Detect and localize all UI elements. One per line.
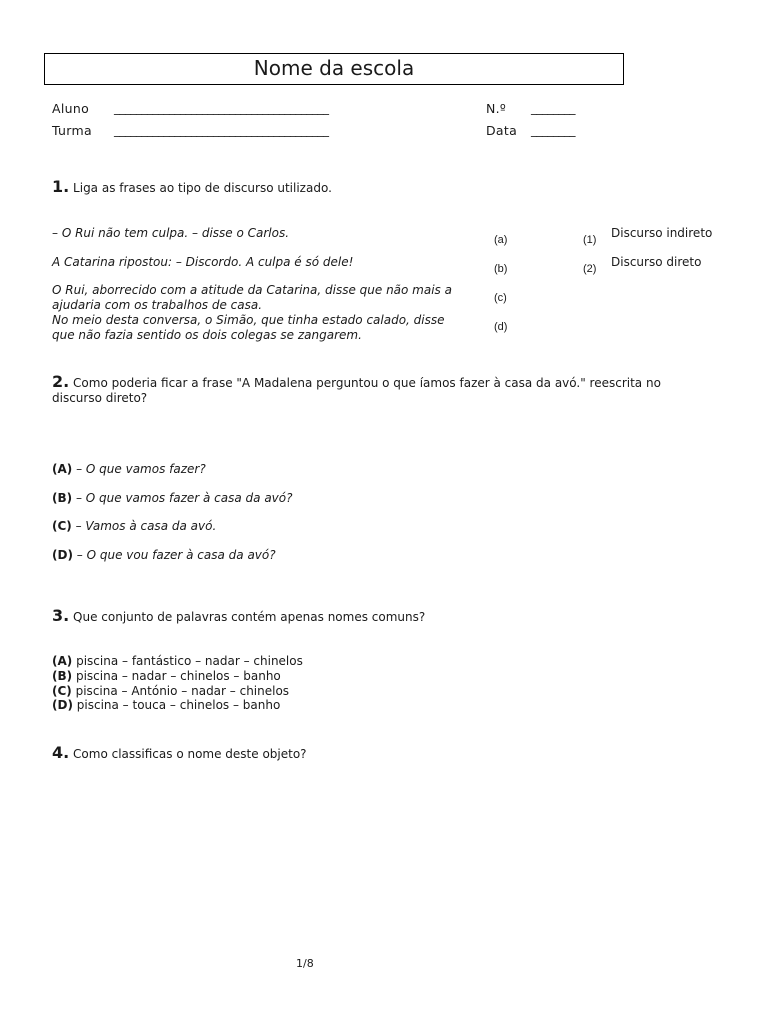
question-3-text: Que conjunto de palavras contém apenas nomes comuns? <box>73 610 426 624</box>
q2-option-b[interactable] <box>52 491 293 505</box>
question-4-number: 4. <box>52 743 70 762</box>
q1-letter-b[interactable]: (b) <box>494 263 508 275</box>
question-1-heading <box>52 177 332 196</box>
q1-letter-a[interactable]: (a) <box>494 234 508 246</box>
numero-field[interactable]: ________ <box>531 101 575 115</box>
turma-label: Turma <box>52 123 92 138</box>
school-name-box <box>44 53 624 85</box>
q2-option-c-label: (C) <box>52 519 72 533</box>
q1-type-indireto: Discurso indireto <box>611 226 713 240</box>
q1-sentence-4a: No meio desta conversa, o Simão, que tinha estado calado, disse <box>52 313 445 327</box>
q3-option-a[interactable] <box>52 654 303 668</box>
q3-option-b[interactable] <box>52 669 281 683</box>
data-label: Data <box>486 123 518 138</box>
q2-option-b-text: – O que vamos fazer à casa da avó? <box>75 491 293 505</box>
q1-sentence-1: – O Rui não tem culpa. – disse o Carlos. <box>52 226 290 240</box>
q2-option-d[interactable] <box>52 548 276 562</box>
q2-option-d-label: (D) <box>52 548 73 562</box>
question-3-heading <box>52 606 425 625</box>
q1-letter-c[interactable]: (c) <box>494 292 507 304</box>
question-2-number: 2. <box>52 372 70 391</box>
aluno-label: Aluno <box>52 101 90 116</box>
q2-option-c[interactable] <box>52 519 216 533</box>
question-1-text: Liga as frases ao tipo de discurso utilizado. <box>73 181 332 195</box>
question-4-heading <box>52 743 307 762</box>
q3-option-d-text: piscina – touca – chinelos – banho <box>76 698 281 712</box>
q1-number-2[interactable]: (2) <box>583 263 597 275</box>
q3-option-a-label: (A) <box>52 654 73 668</box>
q3-option-d[interactable] <box>52 698 280 712</box>
q1-sentence-2: A Catarina ripostou: – Discordo. A culpa é só dele! <box>52 255 354 269</box>
school-name: Nome da escola <box>253 56 415 80</box>
question-2-text-line2: discurso direto? <box>52 391 148 405</box>
question-4-text: Como classificas o nome deste objeto? <box>73 747 307 761</box>
q1-letter-d[interactable]: (d) <box>494 321 508 333</box>
q1-sentence-4b: que não fazia sentido os dois colegas se zangarem. <box>52 328 362 342</box>
q3-option-d-label: (D) <box>52 698 73 712</box>
q2-option-a-text: – O que vamos fazer? <box>76 462 206 476</box>
aluno-field[interactable]: _______________________________________ <box>114 101 329 115</box>
page-number: 1/8 <box>296 957 314 970</box>
q2-option-d-text: – O que vou fazer à casa da avó? <box>76 548 276 562</box>
question-2-heading <box>52 372 661 391</box>
q2-option-b-label: (B) <box>52 491 73 505</box>
q1-type-direto: Discurso direto <box>611 255 702 269</box>
q2-option-a[interactable] <box>52 462 206 476</box>
q2-option-a-label: (A) <box>52 462 73 476</box>
numero-label: N.º <box>486 101 507 116</box>
q3-option-a-text: piscina – fantástico – nadar – chinelos <box>76 654 303 668</box>
q1-sentence-3b: ajudaria com os trabalhos de casa. <box>52 298 263 312</box>
q1-number-1[interactable]: (1) <box>583 234 597 246</box>
q3-option-c-text: piscina – António – nadar – chinelos <box>75 684 290 698</box>
q3-option-b-label: (B) <box>52 669 73 683</box>
q3-option-b-text: piscina – nadar – chinelos – banho <box>75 669 281 683</box>
question-1-number: 1. <box>52 177 70 196</box>
q3-option-c-label: (C) <box>52 684 72 698</box>
question-2-text-line1: Como poderia ficar a frase "A Madalena perguntou o que íamos fazer à casa da avó." reescrita no <box>73 376 661 390</box>
q3-option-c[interactable] <box>52 684 289 698</box>
question-3-number: 3. <box>52 606 70 625</box>
q1-sentence-3a: O Rui, aborrecido com a atitude da Catarina, disse que não mais a <box>52 283 452 297</box>
q2-option-c-text: – Vamos à casa da avó. <box>75 519 217 533</box>
turma-field[interactable]: _______________________________________ <box>114 123 329 137</box>
data-field[interactable]: ________ <box>531 123 575 137</box>
